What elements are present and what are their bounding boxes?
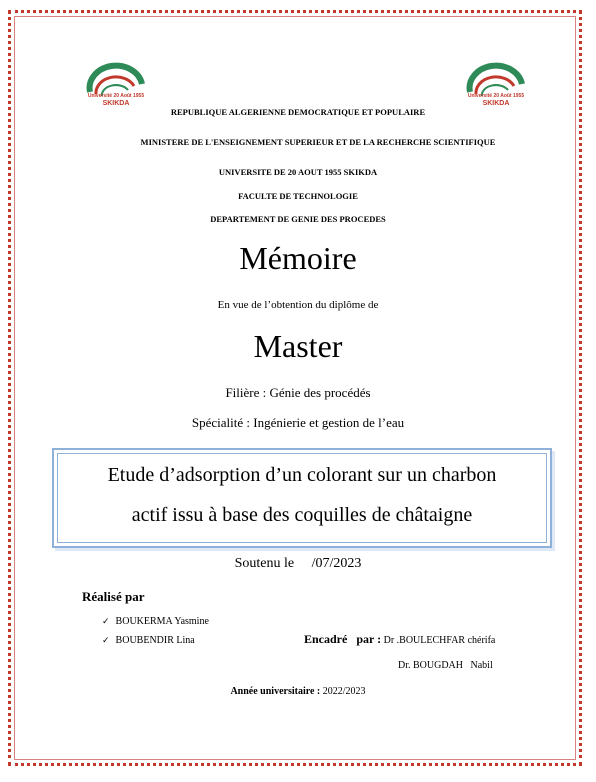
defense-date: Soutenu le /07/2023	[234, 556, 362, 571]
supervisor-name-1: Dr .BOULECHFAR chérifa	[383, 635, 496, 646]
author-name: BOUBENDIR Lina	[115, 635, 195, 646]
thesis-title-box	[52, 448, 552, 548]
obtention-text: En vue de l’obtention du diplôme de	[217, 299, 379, 311]
logo-text-top: Université 20 Août 1955	[467, 93, 525, 99]
ministry-heading: MINISTERE DE L'ENSEIGNEMENT SUPERIEUR ET DE LA RECHERCHE SCIENTIFIQUE	[140, 137, 496, 147]
supervisor-name-2: Dr. BOUGDAH Nabil	[398, 660, 493, 671]
document-type: Mémoire	[239, 240, 357, 276]
specialite-text: Spécialité : Ingénierie et gestion de l’eau	[191, 415, 405, 430]
degree-title: Master	[253, 328, 343, 364]
author-item	[102, 616, 209, 627]
authors-label: Réalisé par	[82, 589, 145, 604]
university-logo-left	[82, 62, 150, 110]
academic-year-label: Année universitaire :	[230, 686, 321, 697]
thesis-title-line-2: actif issu à base des coquilles de châtaigne	[131, 504, 473, 526]
logo-text-bottom: SKIKDA	[102, 100, 130, 107]
republic-heading: REPUBLIQUE ALGERIENNE DEMOCRATIQUE ET POPULAIRE	[170, 107, 426, 117]
faculty-heading: FACULTE DE TECHNOLOGIE	[238, 191, 358, 201]
thesis-title-box-inner	[57, 453, 547, 543]
author-name: BOUKERMA Yasmine	[115, 616, 209, 627]
academic-year-value: 2022/2023	[322, 686, 366, 697]
supervisor-block	[304, 632, 495, 647]
university-heading: UNIVERSITE DE 20 AOUT 1955 SKIKDA	[218, 167, 378, 177]
filiere-text: Filière : Génie des procédés	[225, 385, 371, 400]
university-logo-right	[462, 62, 530, 110]
logo-text-top: Université 20 Août 1955	[87, 93, 145, 99]
thesis-title-line-1: Etude d’adsorption d’un colorant sur un charbon	[107, 464, 497, 486]
academic-year	[0, 686, 596, 697]
check-icon: ✓	[102, 617, 110, 627]
department-heading: DEPARTEMENT DE GENIE DES PROCEDES	[210, 214, 386, 224]
author-item	[102, 635, 195, 646]
check-icon: ✓	[102, 636, 110, 646]
supervisor-label: Encadré par :	[304, 632, 382, 646]
logo-text-bottom: SKIKDA	[482, 100, 510, 107]
